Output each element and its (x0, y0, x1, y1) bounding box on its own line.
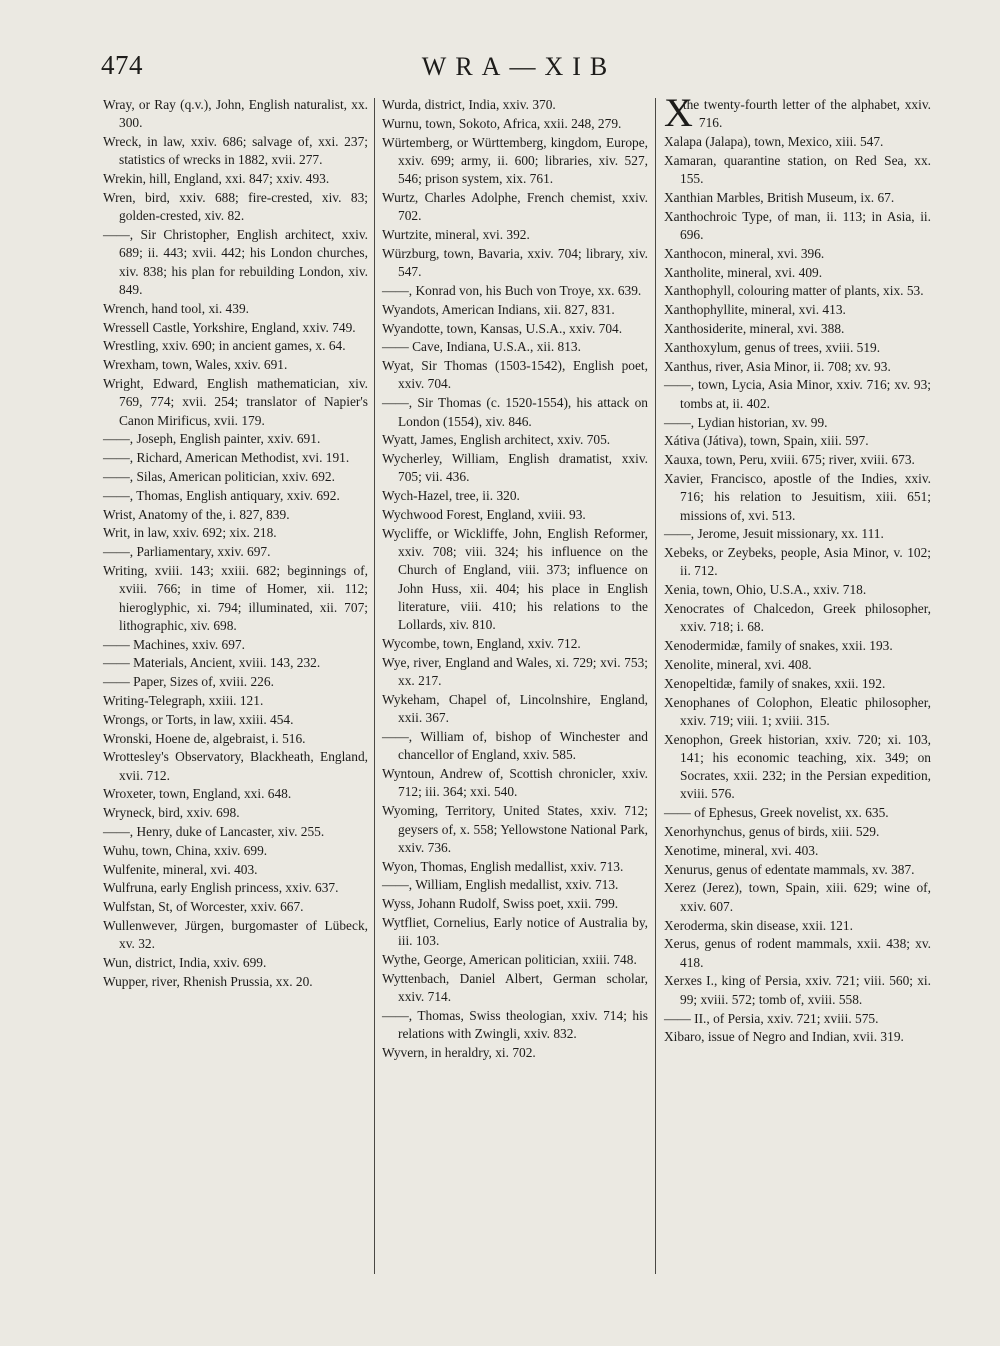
index-entry: Xenopeltidæ, family of snakes, xxii. 192. (664, 675, 886, 691)
index-entry: Writ, in law, xxiv. 692; xix. 218. (103, 525, 277, 541)
index-entry: ——, Joseph, English painter, xxiv. 691. (103, 431, 321, 447)
index-entry: Wyntoun, Andrew of, Scottish chronicler, xxiv. 712; iii. 364; xxi. 540. (382, 766, 648, 800)
column-divider (655, 98, 656, 1274)
index-entry: ——, Richard, American Methodist, xvi. 191. (103, 450, 350, 466)
index-entry: Wyttenbach, Daniel Albert, German scholar, xxiv. 714. (382, 970, 648, 1005)
index-entry: —— of Ephesus, Greek novelist, xx. 635. (664, 805, 889, 821)
index-entry: Wyoming, Territory, United States, xxiv. 712; geysers of, x. 558; Yellowstone National Park, xxiv. 736. (382, 803, 648, 855)
index-entry: Xenotime, mineral, xvi. 403. (664, 842, 819, 858)
index-entry: Xebeks, or Zeybeks, people, Asia Minor, v. 102; ii. 712. (664, 545, 931, 579)
running-head: WRA—XIB (421, 52, 617, 81)
index-entry: Wulfstan, St, of Worcester, xxiv. 667. (103, 899, 304, 915)
index-entry: Wressell Castle, Yorkshire, England, xxiv. 749. (103, 319, 356, 335)
index-entry: Writing, xviii. 143; xxiii. 682; beginnings of, xviii. 766; in time of Homer, xii. 112; hieroglyphic, xi. 794; illuminated, xii. 707; lithographic, xiv. 698. (103, 562, 368, 633)
index-entry: Xenia, town, Ohio, U.S.A., xxiv. 718. (664, 582, 867, 598)
index-entry: Xenocrates of Chalcedon, Greek philosopher, xxiv. 718; i. 68. (664, 601, 931, 635)
index-entry: —— Paper, Sizes of, xviii. 226. (103, 674, 274, 690)
index-entry: Wyvern, in heraldry, xi. 702. (382, 1045, 536, 1061)
index-entry: Wurda, district, India, xxiv. 370. (382, 97, 556, 112)
index-entry: Wulfruna, early English princess, xxiv. 637. (103, 880, 339, 896)
index-entry: Xibaro, issue of Negro and Indian, xvii. 319. (664, 1029, 904, 1045)
index-entry: Wren, bird, xxiv. 688; fire-crested, xiv. 83; golden-crested, xiv. 82. (103, 189, 368, 224)
index-entry: Wullenwever, Jürgen, burgomaster of Lübeck, xv. 32. (103, 918, 368, 952)
index-entry: Wycombe, town, England, xxiv. 712. (382, 636, 581, 652)
index-entry: ——, town, Lycia, Asia Minor, xxiv. 716; xv. 93; tombs at, ii. 402. (664, 377, 931, 411)
index-entry: Xanthian Marbles, British Museum, ix. 67. (664, 189, 895, 205)
index-entry: Würzburg, town, Bavaria, xxiv. 704; library, xiv. 547. (382, 245, 648, 280)
index-entry: Wurtzite, mineral, xvi. 392. (382, 227, 530, 243)
index-entry: Wythe, George, American politician, xxiii. 748. (382, 952, 637, 968)
index-entry: Xanthus, river, Asia Minor, ii. 708; xv. 93. (664, 358, 891, 374)
index-entry: ——, Thomas, English antiquary, xxiv. 692. (103, 487, 340, 503)
index-entry: Xerus, genus of rodent mammals, xxii. 438; xv. 418. (664, 936, 931, 970)
index-entry: —— Materials, Ancient, xviii. 143, 232. (103, 655, 321, 671)
index-entry: Wyat, Sir Thomas (1503-1542), English poet, xxiv. 704. (382, 358, 648, 392)
page-number: 474 (101, 50, 143, 80)
drop-cap-letter: X (664, 90, 693, 135)
index-entry: Wright, Edward, English mathematician, xiv. 769, 774; xvii. 254; translator of Napier's Canon Mirificus, xvii. 179. (103, 375, 368, 428)
index-entry: Wrench, hand tool, xi. 439. (103, 300, 249, 316)
index-entry: Wreck, in law, xxiv. 686; salvage of, xxi. 237; statistics of wrecks in 1882, xvii. 277. (103, 134, 368, 168)
index-column-2 (382, 96, 648, 1063)
index-entry: Xanthocon, mineral, xvi. 396. (664, 245, 825, 261)
index-entry: Wyon, Thomas, English medallist, xxiv. 713. (382, 858, 624, 874)
index-entry: Würtemberg, or Württemberg, kingdom, Europe, xxiv. 699; army, ii. 600; libraries, xiv. 527, 546; prison system, xix. 761. (382, 134, 648, 187)
index-entry: Wycliffe, or Wickliffe, John, English Reformer, xxiv. 708; viii. 324; his influence on the Church of England, viii. 373; influence on John Huss, xii. 404; his place in English literature, viii. 410; his relations to the Lollards, xiv. 810. (382, 525, 648, 633)
index-entry: Xanthoxylum, genus of trees, xviii. 519. (664, 339, 881, 355)
index-entry: Wupper, river, Rhenish Prussia, xx. 20. (103, 973, 313, 989)
index-entry: Wrist, Anatomy of the, i. 827, 839. (103, 506, 290, 522)
index-entry: Wun, district, India, xxiv. 699. (103, 955, 267, 971)
index-entry: Xenurus, genus of edentate mammals, xv. 387. (664, 861, 915, 877)
index-entry: Xavier, Francisco, apostle of the Indies, xxiv. 716; his relation to Jesuitism, xiii. 651; missions of, xvi. 513. (664, 470, 931, 523)
index-entry: Wrekin, hill, England, xxi. 847; xxiv. 493. (103, 171, 330, 187)
index-entry: Wytfliet, Cornelius, Early notice of Australia by, iii. 103. (382, 915, 648, 949)
index-entry: Xauxa, town, Peru, xviii. 675; river, xviii. 673. (664, 452, 915, 468)
index-entry: Wroxeter, town, England, xxi. 648. (103, 786, 292, 802)
index-entry: Wyatt, James, English architect, xxiv. 705. (382, 432, 611, 448)
index-entry: ——, Sir Thomas (c. 1520-1554), his attack on London (1554), xiv. 846. (382, 395, 648, 429)
index-entry: Xanthophyll, colouring matter of plants, xix. 53. (664, 283, 924, 299)
index-entry: —— Cave, Indiana, U.S.A., xii. 813. (382, 339, 581, 355)
index-entry: Xamaran, quarantine station, on Red Sea, xx. 155. (664, 152, 931, 187)
index-entry: ——, Parliamentary, xxiv. 697. (103, 544, 271, 560)
index-entry: ——, William, English medallist, xxiv. 713. (382, 877, 619, 893)
index-entry: Xanthochroic Type, of man, ii. 113; in Asia, ii. 696. (664, 208, 931, 243)
index-entry: Xanthosiderite, mineral, xvi. 388. (664, 321, 845, 337)
index-entry: ——, Konrad von, his Buch von Troye, xx. 639. (382, 282, 642, 298)
index-entry: Xalapa (Jalapa), town, Mexico, xiii. 547. (664, 134, 884, 150)
index-entry: Wrongs, or Torts, in law, xxiii. 454. (103, 711, 294, 727)
index-entry: ——, Jerome, Jesuit missionary, xx. 111. (664, 526, 884, 542)
index-entry: Wurnu, town, Sokoto, Africa, xxii. 248, 279. (382, 115, 622, 131)
index-entry: Xerxes I., king of Persia, xxiv. 721; viii. 560; xi. 99; xviii. 572; tomb of, xviii. 558. (664, 973, 931, 1007)
letter-intro-text: the twenty-fourth letter of the alphabet, xxiv. 716. (682, 97, 931, 131)
index-entry: ——, Sir Christopher, English architect, xxiv. 689; ii. 443; xvii. 442; his London churches, xiv. 838; his plan for rebuilding London, xiv. 849. (103, 227, 368, 297)
index-entry: Wychwood Forest, England, xviii. 93. (382, 507, 586, 523)
index-entry: ——, Henry, duke of Lancaster, xiv. 255. (103, 824, 325, 840)
index-entry: Wycherley, William, English dramatist, xxiv. 705; vii. 436. (382, 451, 648, 485)
index-entry: Wych-Hazel, tree, ii. 320. (382, 488, 520, 504)
index-entry: Wulfenite, mineral, xvi. 403. (103, 861, 258, 877)
index-entry: ——, William of, bishop of Winchester and chancellor of England, xxiv. 585. (382, 729, 648, 763)
index-column-3 (664, 90, 931, 1047)
index-entry: Writing-Telegraph, xxiii. 121. (103, 693, 264, 708)
index-entry: Xenodermidæ, family of snakes, xxii. 193. (664, 638, 893, 654)
index-entry: Wrestling, xxiv. 690; in ancient games, x. 64. (103, 338, 346, 354)
index-entry: Wurtz, Charles Adolphe, French chemist, xxiv. 702. (382, 189, 648, 224)
index-entry: Wykeham, Chapel of, Lincolnshire, England, xxii. 367. (382, 692, 648, 726)
index-entry: ——, Thomas, Swiss theologian, xxiv. 714; his relations with Zwingli, xxiv. 832. (382, 1008, 648, 1042)
index-entry: Wyandots, American Indians, xii. 827, 831. (382, 301, 615, 317)
index-entry: Xátiva (Játiva), town, Spain, xiii. 597. (664, 433, 869, 449)
index-entry: —— Machines, xxiv. 697. (103, 636, 245, 652)
index-entry: Xenolite, mineral, xvi. 408. (664, 656, 812, 672)
index-entry: Xenophanes of Colophon, Eleatic philosopher, xxiv. 719; viii. 1; xviii. 315. (664, 694, 931, 728)
index-entry: Xenorhynchus, genus of birds, xiii. 529. (664, 824, 880, 840)
index-entry: Wye, river, England and Wales, xi. 729; xvi. 753; xx. 217. (382, 654, 648, 689)
index-entry: ——, Silas, American politician, xxiv. 692. (103, 468, 335, 484)
index-entry: Wronski, Hoene de, algebraist, i. 516. (103, 730, 306, 746)
index-entry: Wrottesley's Observatory, Blackheath, England, xvii. 712. (103, 749, 368, 783)
index-entry: Xantholite, mineral, xvi. 409. (664, 264, 823, 280)
index-entry: Wyss, Johann Rudolf, Swiss poet, xxii. 799. (382, 896, 619, 912)
index-entry: Xanthophyllite, mineral, xvi. 413. (664, 302, 846, 318)
index-entry: —— II., of Persia, xxiv. 721; xviii. 575. (664, 1010, 879, 1026)
index-entry: Wrexham, town, Wales, xxiv. 691. (103, 357, 288, 373)
index-column-1 (103, 96, 368, 992)
letter-intro-entry (664, 90, 931, 135)
index-entry: Xeroderma, skin disease, xxii. 121. (664, 917, 853, 933)
index-entry: Wuhu, town, China, xxiv. 699. (103, 842, 268, 858)
column-divider (374, 98, 375, 1274)
index-entry: ——, Lydian historian, xv. 99. (664, 414, 828, 430)
index-entry: Xerez (Jerez), town, Spain, xiii. 629; wine of, xxiv. 607. (664, 880, 931, 914)
index-entry: Wyandotte, town, Kansas, U.S.A., xxiv. 704. (382, 320, 623, 336)
index-entry: Wray, or Ray (q.v.), John, English naturalist, xx. 300. (103, 97, 368, 131)
index-entry: Xenophon, Greek historian, xxiv. 720; xi. 103, 141; his economic teaching, xix. 349; on Socrates, xxii. 232; in the Persian expedition, xviii. 576. (664, 731, 931, 802)
index-entry: Wryneck, bird, xxiv. 698. (103, 805, 240, 821)
